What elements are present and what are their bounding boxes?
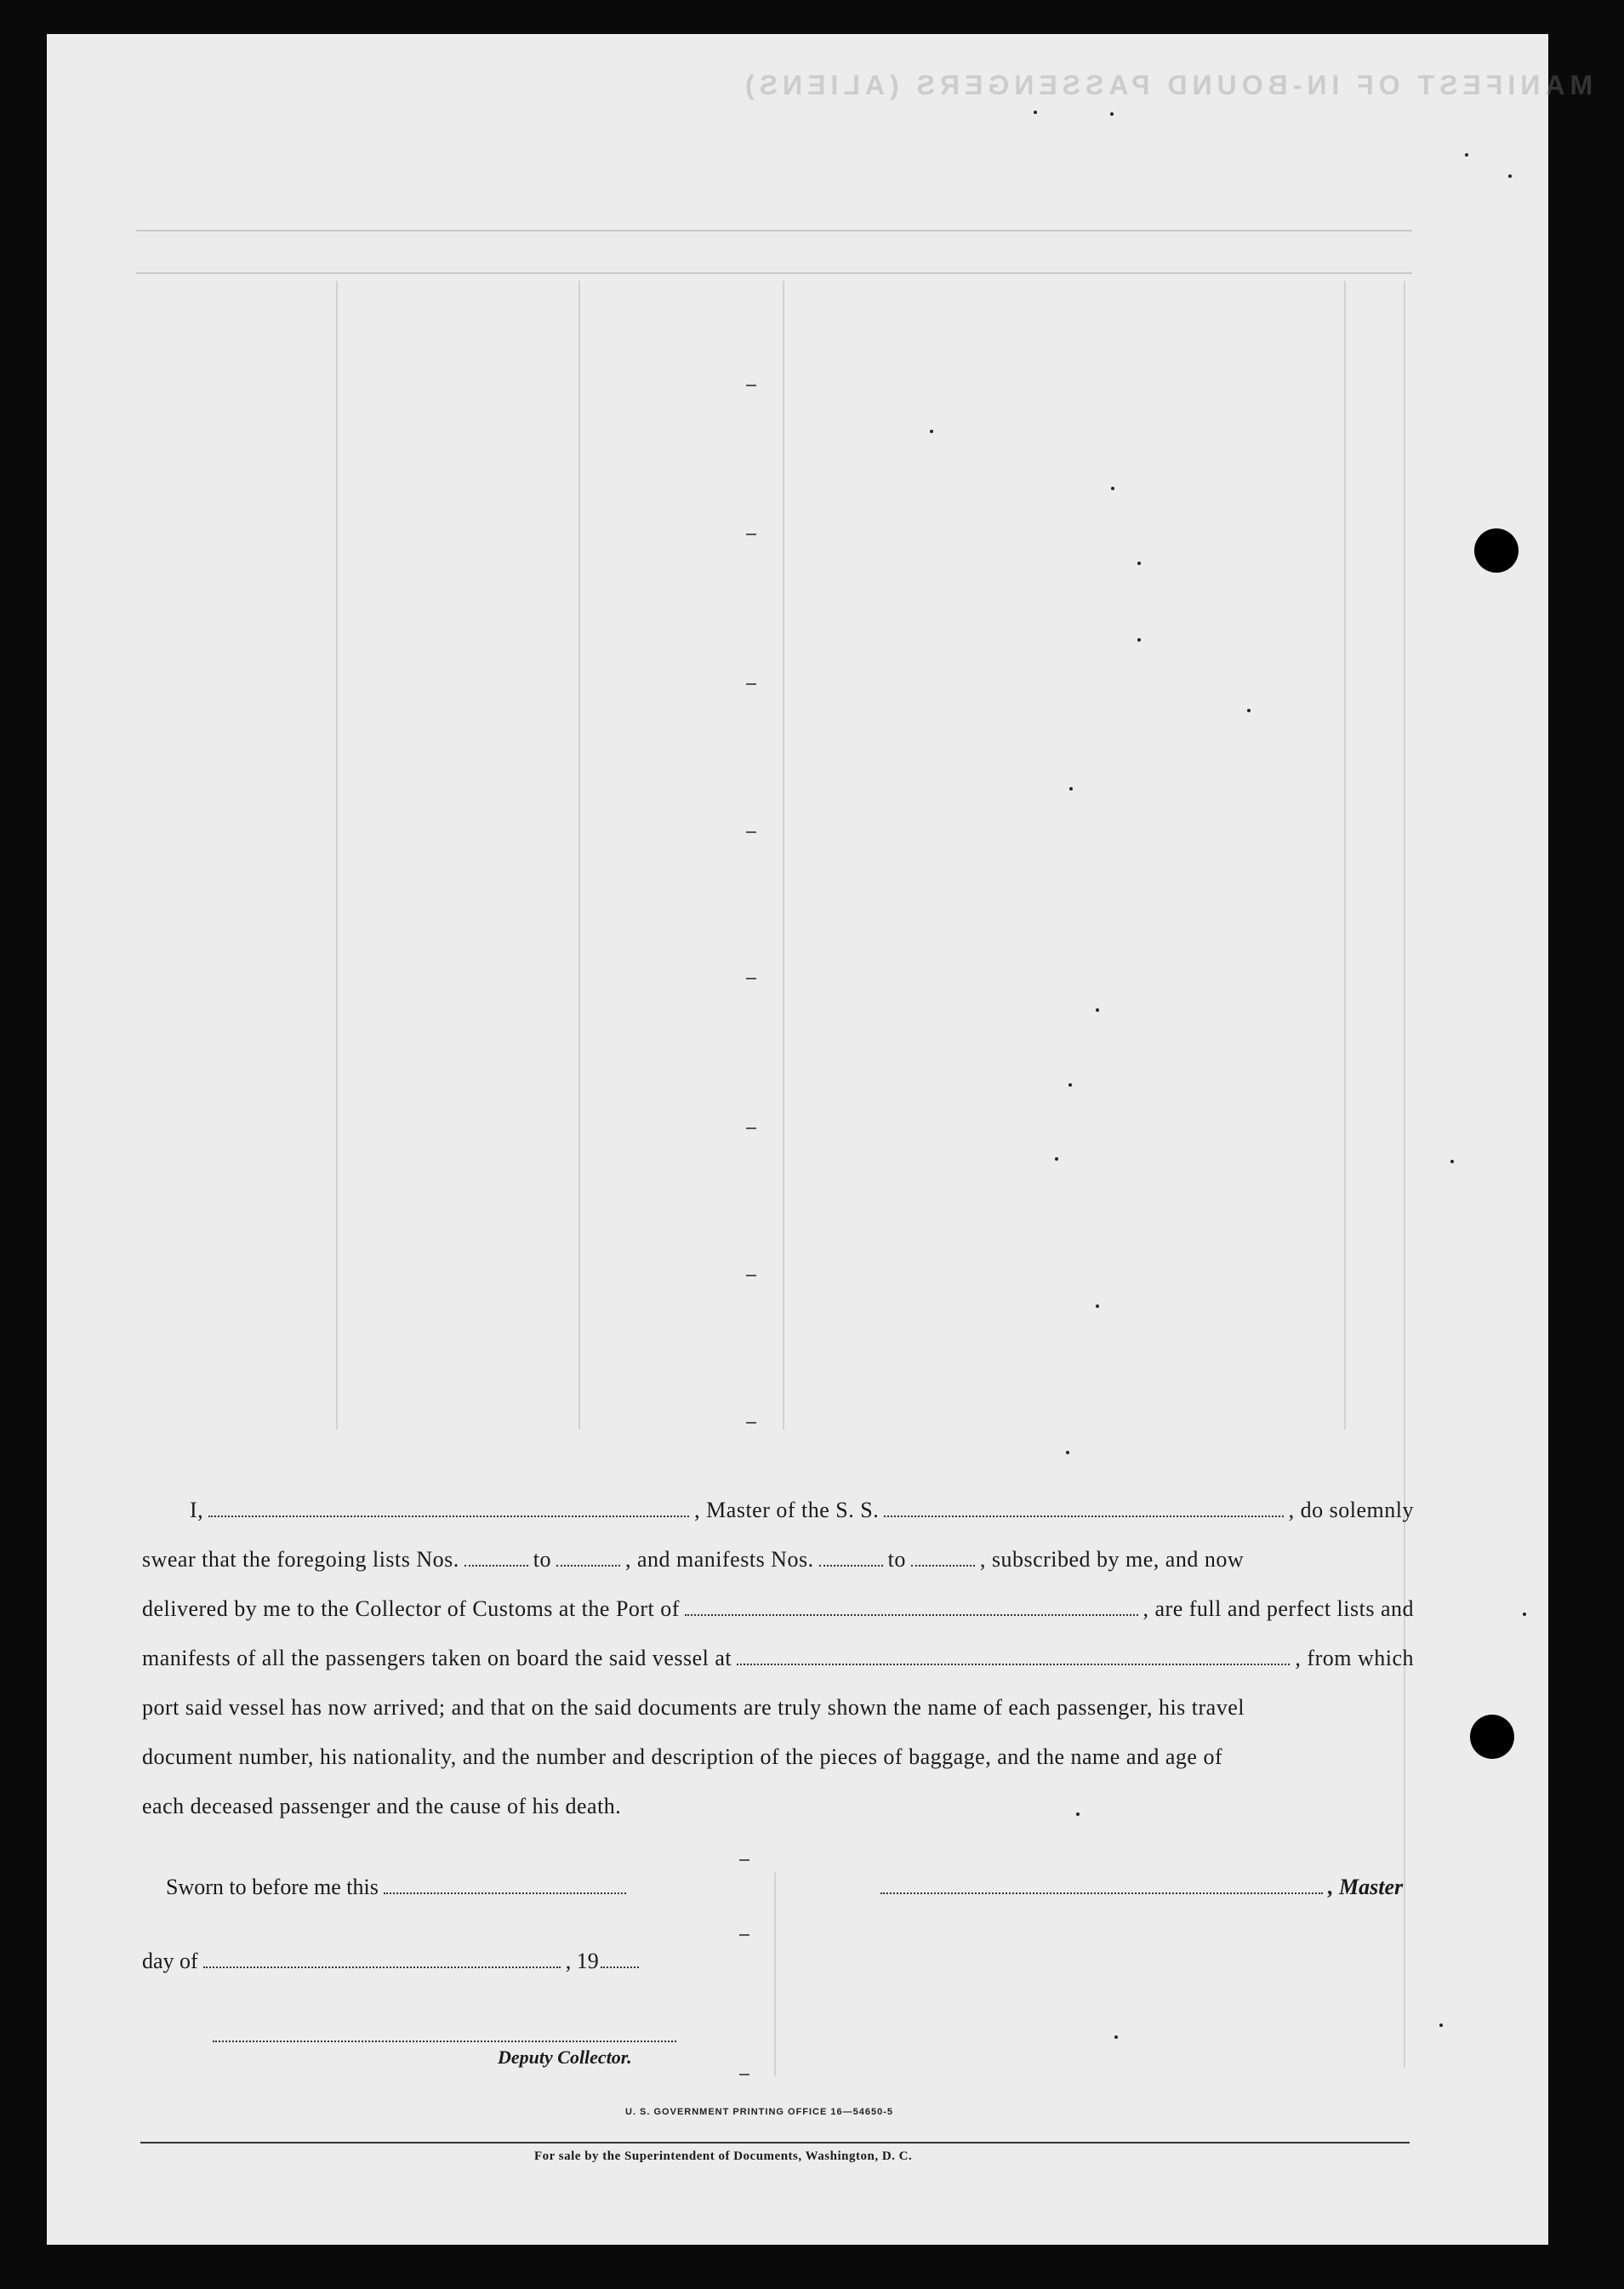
bleed-through-title: MANIFEST OF IN-BOUND PASSENGERS (ALIENS) bbox=[740, 70, 1593, 100]
speck bbox=[1068, 1083, 1072, 1087]
oath-text: to bbox=[887, 1547, 906, 1572]
oath-text: port said vessel has now arrived; and that on the said documents are truly shown the name of each passenger, his travel bbox=[142, 1695, 1245, 1720]
manifest-from-field[interactable] bbox=[819, 1548, 883, 1567]
column-dash bbox=[746, 1127, 756, 1129]
master-label: , Master bbox=[1328, 1875, 1404, 1899]
oath-text: , Master of the S. S. bbox=[694, 1498, 880, 1522]
column-dash bbox=[746, 1275, 756, 1276]
speck bbox=[1069, 787, 1073, 791]
year-label: , 19 bbox=[565, 1949, 599, 1973]
column-dash bbox=[739, 1934, 749, 1936]
sworn-line bbox=[166, 1875, 631, 1900]
speck bbox=[1096, 1008, 1099, 1012]
oath-line-2 bbox=[142, 1547, 1414, 1596]
column-dash bbox=[746, 978, 756, 979]
column-dash bbox=[739, 2074, 749, 2075]
oath-text: , from which bbox=[1295, 1646, 1414, 1670]
speck bbox=[1450, 1160, 1454, 1163]
oath-text: manifests of all the passengers taken on board the said vessel at bbox=[142, 1646, 732, 1670]
year-field[interactable] bbox=[601, 1949, 639, 1968]
column-dash bbox=[746, 683, 756, 685]
bleed-line bbox=[136, 230, 1412, 231]
master-name-field[interactable] bbox=[208, 1498, 689, 1517]
for-sale-notice: For sale by the Superintendent of Documents, Washington, D. C. bbox=[534, 2149, 913, 2163]
oath-text: swear that the foregoing lists Nos. bbox=[142, 1547, 459, 1572]
bleed-column-line bbox=[578, 281, 580, 1430]
oath-text: document number, his nationality, and the number and description of the pieces of baggage, and the name and age of bbox=[142, 1744, 1223, 1769]
printing-office-imprint: U. S. GOVERNMENT PRINTING OFFICE 16—54650-5 bbox=[625, 2107, 894, 2117]
master-signature-line bbox=[880, 1875, 1403, 1900]
speck bbox=[1066, 1451, 1069, 1454]
port-of-embarkation-field[interactable] bbox=[737, 1647, 1290, 1665]
deputy-collector-signature-field[interactable] bbox=[213, 2041, 676, 2042]
oath-line-5 bbox=[142, 1695, 1414, 1744]
bleed-column-line bbox=[336, 281, 338, 1430]
binder-hole bbox=[1474, 528, 1519, 573]
oath-text: delivered by me to the Collector of Customs at the Port of bbox=[142, 1596, 680, 1621]
speck bbox=[1096, 1304, 1099, 1308]
vessel-name-field[interactable] bbox=[884, 1498, 1283, 1517]
footer-rule bbox=[140, 2142, 1410, 2143]
master-signature-field[interactable] bbox=[880, 1875, 1323, 1894]
oath-line-6 bbox=[142, 1744, 1414, 1794]
column-dash bbox=[746, 1422, 756, 1424]
speck bbox=[930, 430, 933, 433]
manifest-to-field[interactable] bbox=[911, 1548, 975, 1567]
oath-line-7 bbox=[142, 1794, 1414, 1843]
sworn-day-field[interactable] bbox=[384, 1875, 626, 1894]
speck bbox=[1055, 1157, 1058, 1161]
oath-text: , do solemnly bbox=[1288, 1498, 1414, 1522]
oath-text: , and manifests Nos. bbox=[625, 1547, 814, 1572]
speck bbox=[1465, 153, 1468, 157]
speck bbox=[1247, 709, 1251, 712]
oath-line-4 bbox=[142, 1646, 1414, 1695]
bleed-column-line bbox=[774, 1872, 776, 2076]
column-dash bbox=[739, 1859, 749, 1861]
oath-line-1 bbox=[142, 1498, 1414, 1547]
oath-text: , subscribed by me, and now bbox=[979, 1547, 1245, 1572]
day-of-line bbox=[142, 1949, 644, 1974]
bleed-column-line bbox=[1344, 281, 1346, 1430]
sworn-label: Sworn to before me this bbox=[166, 1875, 379, 1899]
oath-text: , are full and perfect lists and bbox=[1142, 1596, 1414, 1621]
column-dash bbox=[746, 534, 756, 535]
column-dash bbox=[746, 831, 756, 833]
speck bbox=[1523, 1613, 1526, 1616]
speck bbox=[1508, 174, 1512, 178]
oath-text: to bbox=[533, 1547, 551, 1572]
list-to-field[interactable] bbox=[556, 1548, 620, 1567]
deputy-collector-label: Deputy Collector. bbox=[498, 2046, 632, 2068]
manifest-page bbox=[47, 34, 1548, 2245]
oath-text: each deceased passenger and the cause of his death. bbox=[142, 1794, 622, 1818]
speck bbox=[1137, 562, 1141, 565]
speck bbox=[1137, 638, 1141, 642]
day-of-label: day of bbox=[142, 1949, 198, 1973]
binder-hole bbox=[1470, 1715, 1514, 1759]
oath-line-3 bbox=[142, 1596, 1414, 1646]
port-of-arrival-field[interactable] bbox=[685, 1597, 1138, 1616]
bleed-line bbox=[136, 272, 1412, 274]
speck bbox=[1111, 487, 1114, 490]
bleed-column-line bbox=[783, 281, 784, 1430]
speck bbox=[1439, 2024, 1443, 2027]
speck bbox=[1114, 2035, 1118, 2039]
oath-text: I, bbox=[190, 1498, 204, 1522]
month-field[interactable] bbox=[203, 1949, 561, 1968]
list-from-field[interactable] bbox=[464, 1548, 528, 1567]
speck bbox=[1034, 111, 1037, 114]
speck bbox=[1110, 112, 1114, 116]
column-dash bbox=[746, 385, 756, 386]
